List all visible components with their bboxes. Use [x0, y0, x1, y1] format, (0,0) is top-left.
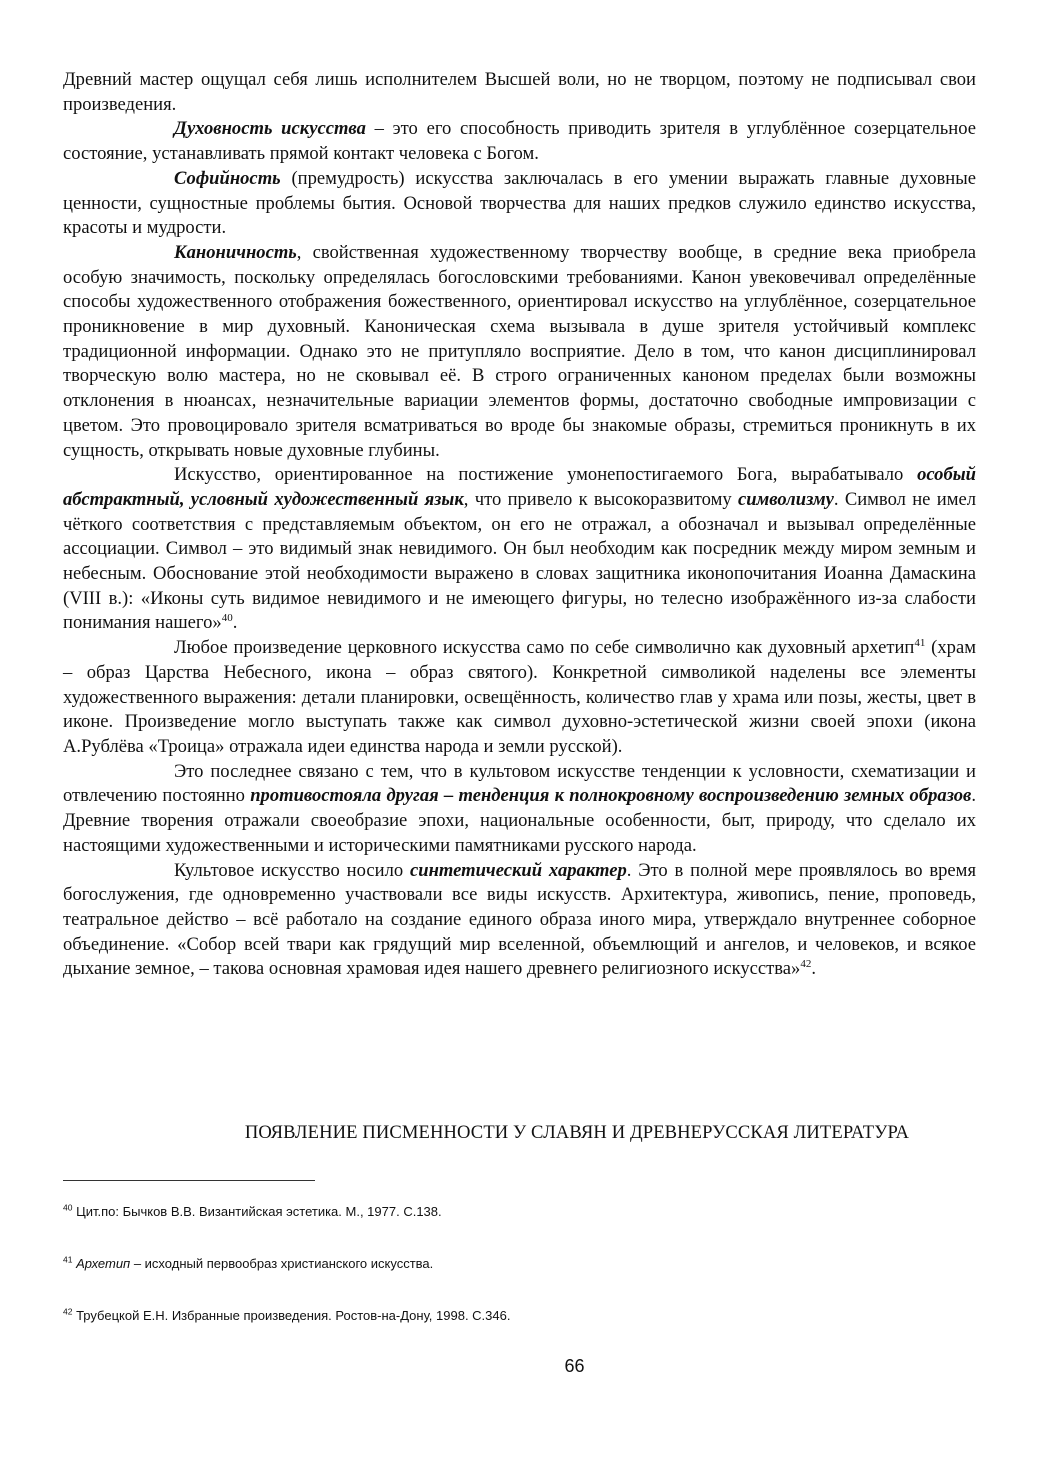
footnote-ref-40[interactable]: 40	[221, 612, 233, 625]
paragraph-sophia	[63, 167, 976, 241]
paragraph-spirituality	[63, 117, 976, 166]
paragraph-text: (премудрость) искусства заключалась в его умении выражать главные духовные ценности, сущностные проблемы бытия. Основой творчества для наших предков служило единство искусства, красоты и мудрости.	[63, 167, 976, 239]
footnote-ref-42[interactable]: 42	[800, 958, 812, 971]
footnote-divider	[63, 1180, 315, 1181]
paragraph-synthetic	[63, 859, 976, 983]
footnote-number: 42	[63, 1306, 73, 1317]
paragraph-text: .	[811, 958, 817, 980]
body-text	[63, 68, 976, 982]
paragraph-text: .	[232, 612, 238, 634]
paragraph-text: . Древние творения отражали своеобразие эпохи, национальные особенности, быт, природу, что сделало их настоящими художественными и историческими памятниками русского народа.	[63, 785, 976, 856]
emphasis-language: особый абстрактный, условный художественный язык	[63, 464, 976, 510]
paragraph-text: Искусство, ориентированное на постижение умонепостигаемого Бога, вырабатывало	[174, 464, 918, 486]
paragraph-text: Любое произведение церковного искусства само по себе символично как духовный архетип	[174, 637, 915, 659]
paragraph-archetype	[63, 636, 976, 760]
paragraph-tendency	[63, 760, 976, 859]
footnote-text: Трубецкой Е.Н. Избранные произведения. Ростов-на-Дону, 1998. С.346.	[76, 1308, 511, 1323]
emphasis-symbolism: символизму	[737, 488, 834, 510]
footnote-41	[63, 1256, 433, 1271]
term-spirituality: Духовность искусства	[174, 118, 366, 140]
paragraph-symbolism	[63, 463, 976, 636]
footnote-number: 41	[63, 1254, 73, 1265]
paragraph-intro: Древний мастер ощущал себя лишь исполнителем Высшей воли, но не творцом, поэтому не подписывал свои произведения.	[63, 69, 976, 115]
section-heading: ПОЯВЛЕНИЕ ПИСМЕННОСТИ У СЛАВЯН И ДРЕВНЕРУССКАЯ ЛИТЕРАТУРА	[244, 1122, 910, 1143]
paragraph-text: (храм – образ Царства Небесного, икона – образ святого). Конкретной символикой наделены все элементы художественного выражения: детали планировки, освещённость, количество глав у храма или позы, жесты, цвет в иконе. Произведение могло выступать также как символ духовно-эстетической жизни своей эпохи (икона А.Рублёва «Троица» отражала идеи единства народа и земли русской).	[63, 637, 976, 757]
emphasis-tendency: противостояла другая – тенденция к полнокровному воспроизведению земных образов	[250, 785, 972, 807]
paragraph-text: – это его способность приводить зрителя в углублённое созерцательное состояние, устанавливать прямой контакт человека с Богом.	[63, 118, 976, 165]
term-sophia: Софийность	[174, 167, 281, 189]
paragraph-canon	[63, 241, 976, 463]
footnote-term: Архетип	[76, 1256, 131, 1271]
paragraph-text: . Символ не имел чёткого соответствия с представляемым объектом, он его не отражал, а обозначал и вызывал определённые ассоциации. Символ – это видимый знак невидимого. Он был необходим как посредник между миром земным и небесным. Обоснование этой необходимости выражено в словах защитника иконопочитания Иоанна Дамаскина (VIII в.): «Иконы суть видимое невидимого и не имеющего фигуры, но телесно изображённого из-за слабости понимания нашего»	[63, 488, 976, 634]
footnote-40	[63, 1204, 442, 1219]
paragraph-text: , свойственная художественному творчеству вообще, в средние века приобрела особую значимость, поскольку определялась богословскими требованиями. Канон увековечивал определённые способы художественного отображения божественного, ориентировал искусство на углублённое, созерцательное проникновение в мир духовный. Каноническая схема вызывала в душе зрителя устойчивый комплекс традиционной информации. Однако это не притупляло восприятие. Дело в том, что канон дисциплинировал творческую волю мастера, но не сковывал её. В строго ограниченных каноном пределах были возможны отклонения в нюансах, незначительные вариации элементов формы, достаточно свободные импровизации с цветом. Это провоцировало зрителя всматриваться во вроде бы знакомые образы, стремиться проникнуть в их сущность, открывать новые духовные глубины.	[63, 241, 976, 461]
paragraph-text: , что привело к высокоразвитому	[463, 488, 738, 510]
footnote-42	[63, 1308, 510, 1323]
footnote-text: – исходный первообраз христианского искусства.	[130, 1256, 434, 1271]
term-canon: Каноничность	[174, 241, 297, 263]
paragraph-text: Культовое искусство носило	[174, 859, 410, 881]
emphasis-synthetic: синтетический характер	[409, 859, 627, 881]
footnote-text: Цит.по: Бычков В.В. Византийская эстетика. М., 1977. С.138.	[76, 1204, 442, 1219]
paragraph-text: Это последнее связано с тем, что в культовом искусстве тенденции к условности, схематизации и отвлечению постоянно	[63, 760, 976, 807]
footnote-ref-41[interactable]: 41	[914, 636, 926, 649]
paragraph-text: . Это в полной мере проявлялось во время богослужения, где одновременно участвовали все виды искусств. Архитектура, живопись, пение, проповедь, театральное действо – всё работало на создание единого образа иного мира, утверждало внутреннее соборное объединение. «Собор всей твари как грядущий мир вселенной, объемлющий и ангелов, и человеков, и всякое дыхание земное, – такова основная храмовая идея нашего древнего религиозного искусства»	[63, 859, 976, 980]
footnote-number: 40	[63, 1202, 73, 1213]
page-number: 66	[564, 1356, 585, 1376]
